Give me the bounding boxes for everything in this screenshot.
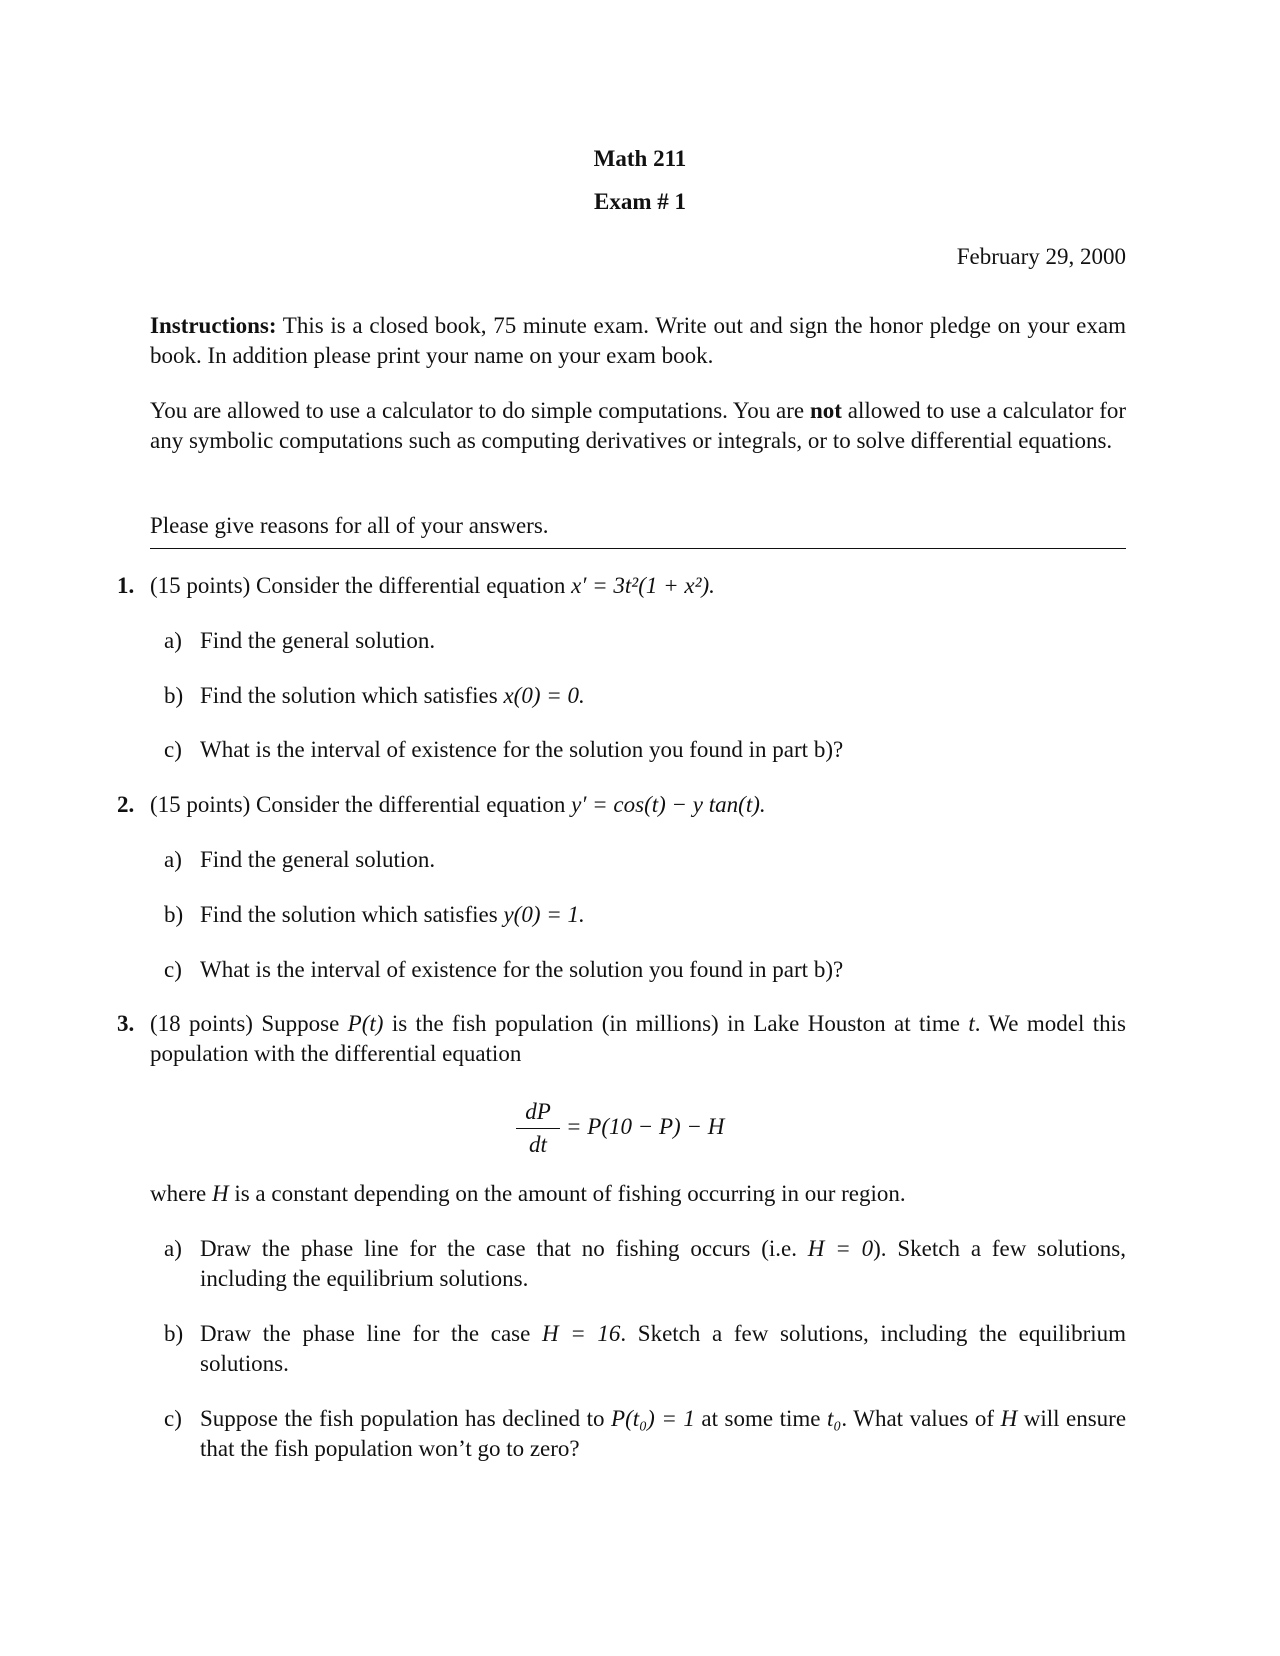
question-3-where-b: is a constant depending on the amount of fishing occurring in our region. [234, 1181, 906, 1206]
question-3-equation-rhs: = P(10 − P) − H [566, 1114, 725, 1139]
exam-date: February 29, 2000 [956, 244, 1126, 269]
question-2-stem-text: (15 points) Consider the differential equation [150, 792, 566, 817]
question-3-stem-b: is the fish population (in millions) in Lake Houston at time [391, 1011, 960, 1036]
question-3a-label: a) [164, 1236, 182, 1261]
question-1-stem-text: (15 points) Consider the differential equation [150, 573, 566, 598]
question-3a-text-a: Draw the phase line for the case that no fishing occurs (i.e. [200, 1236, 797, 1261]
question-1-stem [150, 571, 1126, 601]
fraction-numerator: dP [516, 1098, 560, 1129]
course-title: Math 211 [593, 146, 687, 171]
exam-title: Exam # 1 [594, 189, 686, 214]
question-3b-text-b: . Sketch a few solutions, including the equilibrium solutions. [200, 1321, 1127, 1376]
question-1c-label: c) [164, 737, 182, 762]
reasons-paragraph: Please give reasons for all of your answers. [150, 513, 549, 538]
question-1b-label: b) [164, 683, 184, 708]
question-2c-label: c) [164, 957, 182, 982]
question-3c-text-a: Suppose the fish population has declined to [200, 1406, 605, 1431]
question-3a-text-b: ). Sketch a few solutions, including the equilibrium solutions. [200, 1236, 1127, 1291]
question-2b-text [200, 900, 1126, 930]
question-1c-text: What is the interval of existence for the solution you found in part b)? [200, 737, 844, 762]
question-1b-text [200, 681, 1126, 711]
question-1b-condition: x(0) = 0. [503, 683, 585, 708]
question-3a-math: H = 0 [807, 1236, 874, 1261]
question-3-number: 3. [117, 1011, 135, 1036]
question-3c-text-c: . What values of [841, 1406, 995, 1431]
question-2-equation: y′ = cos(t) − y tan(t). [571, 792, 766, 817]
fraction-denominator: dt [529, 1132, 547, 1157]
question-1-equation: x′ = 3t²(1 + x²). [571, 573, 715, 598]
question-1-number: 1. [117, 573, 135, 598]
question-3a-text [200, 1234, 1126, 1294]
question-3c-math: P(t₀) = 1 [611, 1406, 695, 1431]
instructions-text: This is a closed book, 75 minute exam. Write out and sign the honor pledge on your exam book. In addition please print your name on your exam book. [150, 313, 1126, 368]
instructions-paragraph [150, 311, 1126, 371]
calculator-text-2: allowed to use a calculator for any symbolic computations such as computing derivatives or integrals, or to solve differential equations. [150, 398, 1127, 453]
question-2b-condition: y(0) = 1. [503, 902, 585, 927]
question-3-stem-t: t [968, 1011, 975, 1036]
question-3b-text-a: Draw the phase line for the case [200, 1321, 531, 1346]
question-3c-text [200, 1404, 1126, 1464]
question-3-stem [150, 1009, 1126, 1069]
question-3b-math: H = 16 [542, 1321, 621, 1346]
question-3-stem-c: . We model this population with the differential equation [150, 1011, 1126, 1066]
divider-rule [150, 548, 1126, 549]
question-3c-text-d: will ensure that the fish population won’t go to zero? [200, 1406, 1127, 1461]
question-2c-text: What is the interval of existence for the solution you found in part b)? [200, 957, 844, 982]
question-3-where-H: H [211, 1181, 229, 1206]
calculator-text-1: You are allowed to use a calculator to do simple computations. You are [150, 398, 805, 423]
question-3-stem-a: (18 points) Suppose [150, 1011, 340, 1036]
question-1a-label: a) [164, 628, 182, 653]
question-2a-text: Find the general solution. [200, 847, 436, 872]
question-3c-math2: t₀ [827, 1406, 842, 1431]
calculator-paragraph [150, 396, 1126, 456]
question-2a-label: a) [164, 847, 182, 872]
question-1b-text-plain: Find the solution which satisfies [200, 683, 498, 708]
question-3-equation-fraction [516, 1098, 560, 1159]
question-3c-label: c) [164, 1406, 182, 1431]
question-3-where [150, 1179, 1126, 1209]
question-2b-text-plain: Find the solution which satisfies [200, 902, 498, 927]
question-3b-label: b) [164, 1321, 184, 1346]
question-2-number: 2. [117, 792, 135, 817]
question-2-stem [150, 790, 1126, 820]
instructions-label: Instructions: [150, 313, 277, 338]
question-3-stem-P: P(t) [347, 1011, 384, 1036]
question-3c-math3: H [1000, 1406, 1018, 1431]
calculator-not: not [809, 398, 842, 423]
question-1a-text: Find the general solution. [200, 628, 436, 653]
question-3b-text [200, 1319, 1126, 1379]
question-3c-text-b: at some time [701, 1406, 821, 1431]
question-3-where-a: where [150, 1181, 207, 1206]
question-2b-label: b) [164, 902, 184, 927]
